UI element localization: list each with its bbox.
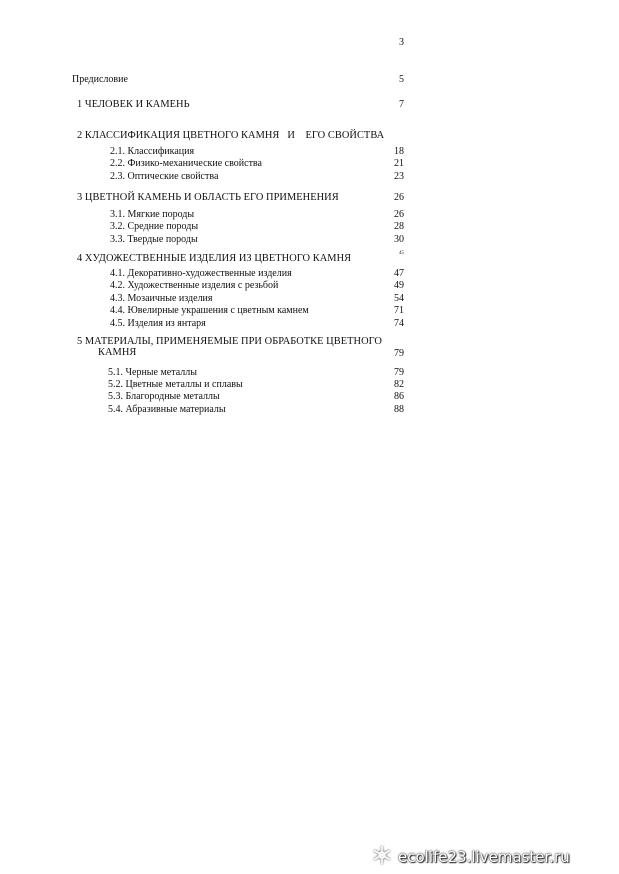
toc-chapter-title: 5 МАТЕРИАЛЫ, ПРИМЕНЯЕМЫЕ ПРИ ОБРАБОТКЕ ЦВЕТНОГО [77, 336, 382, 347]
toc-chapter-title: 2 КЛАССИФИКАЦИЯ ЦВЕТНОГО КАМНЯ И ЕГО СВОЙСТВА [77, 130, 385, 141]
toc-section-title: 4.3. Мозаичные изделия [110, 293, 213, 304]
toc-section-page: 71 [394, 305, 404, 316]
toc-section-title: 5.3. Благородные металлы [108, 391, 220, 402]
toc-section-page: 49 [394, 280, 404, 291]
toc-chapter-page: 45 [399, 251, 404, 256]
toc-chapter-title: 3 ЦВЕТНОЙ КАМЕНЬ И ОБЛАСТЬ ЕГО ПРИМЕНЕНИЯ [77, 192, 339, 203]
toc-chapter-title-continued: КАМНЯ [98, 347, 137, 358]
watermark-text: ecolife23.livemaster.ru [398, 848, 570, 866]
toc-chapter-page: 79 [394, 348, 404, 359]
toc-section-page: 28 [394, 221, 404, 232]
toc-section-title: 4.4. Ювелирные украшения с цветным камнем [110, 305, 309, 316]
page-number: 3 [399, 37, 404, 48]
toc-section-title: 2.2. Физико-механические свойства [110, 158, 262, 169]
snowflake-logo-icon [372, 845, 392, 869]
toc-section-title: 2.1. Классификация [110, 146, 195, 157]
toc-section-page: 21 [394, 158, 404, 169]
toc-section-title: 2.3. Оптические свойства [110, 171, 219, 182]
toc-section-page: 79 [394, 367, 404, 378]
toc-section-page: 88 [394, 404, 404, 415]
toc-section-page: 30 [394, 234, 404, 245]
toc-section-page: 47 [394, 268, 404, 279]
toc-section-title: 3.2. Средние породы [110, 221, 199, 232]
toc-section-title: 4.1. Декоративно-художественные изделия [110, 268, 292, 279]
toc-section-page: 54 [394, 293, 404, 304]
toc-chapter-page: 7 [399, 99, 404, 110]
toc-section-page: 74 [394, 318, 404, 329]
toc-preface-title: Предисловие [72, 74, 128, 85]
toc-section-page: 82 [394, 379, 404, 390]
toc-section-page: 23 [394, 171, 404, 182]
toc-section-title: 4.2. Художественные изделия с резьбой [110, 280, 279, 291]
toc-section-title: 5.1. Черные металлы [108, 367, 197, 378]
watermark [372, 846, 570, 868]
toc-section-title: 5.4. Абразивные материалы [108, 404, 226, 415]
toc-section-title: 3.1. Мягкие породы [110, 209, 195, 220]
toc-chapter-page: 26 [394, 192, 404, 203]
toc-section-page: 26 [394, 209, 404, 220]
toc-preface-page: 5 [399, 74, 404, 85]
toc-section-page: 86 [394, 391, 404, 402]
toc-section-page: 18 [394, 146, 404, 157]
toc-chapter-title: 4 ХУДОЖЕСТВЕННЫЕ ИЗДЕЛИЯ ИЗ ЦВЕТНОГО КАМНЯ [77, 253, 352, 264]
toc-chapter-title: 1 ЧЕЛОВЕК И КАМЕНЬ [77, 99, 190, 110]
toc-section-title: 4.5. Изделия из янтаря [110, 318, 206, 329]
toc-section-title: 3.3. Твердые породы [110, 234, 198, 245]
toc-section-title: 5.2. Цветные металлы и сплавы [108, 379, 243, 390]
